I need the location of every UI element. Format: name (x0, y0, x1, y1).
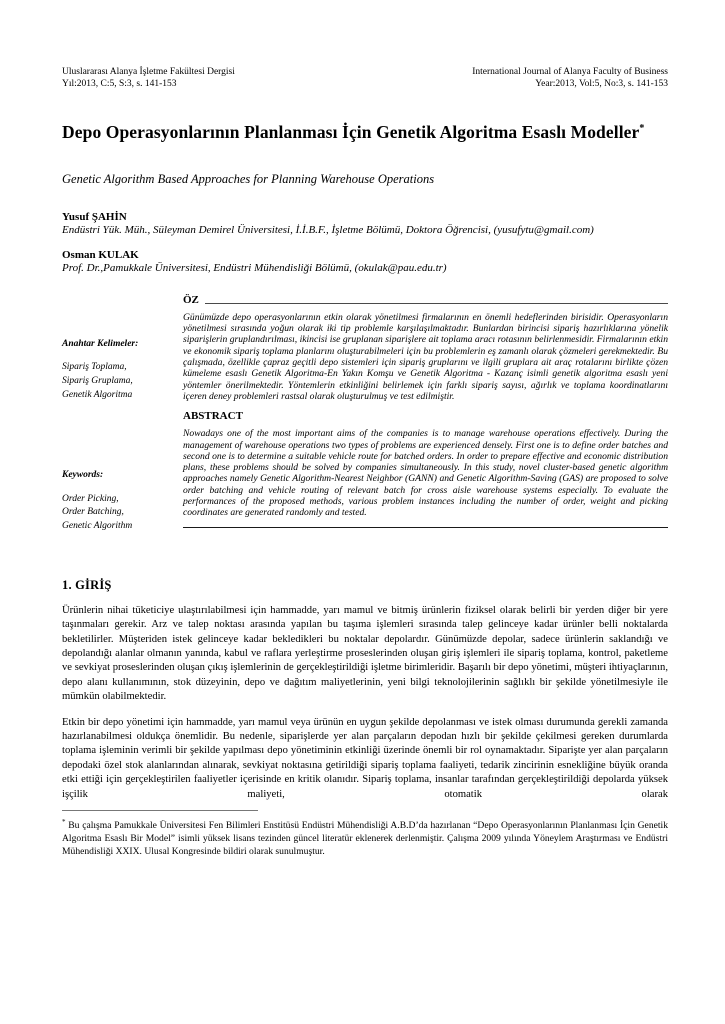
keywords-en-label: Keywords: (62, 469, 104, 480)
journal-name-en: International Journal of Alanya Faculty of Business (472, 67, 668, 77)
keyword-tr-2: Sipariş Gruplama, (62, 376, 133, 387)
keywords-tr-label: Anahtar Kelimeler: (62, 338, 139, 349)
author-1-affiliation: Endüstri Yük. Müh., Süleyman Demirel Üniversitesi, İ.İ.B.F., İşletme Bölümü, Doktora Öğrencisi, (yusufytu@gmail.com) (62, 223, 594, 236)
keyword-en-2: Order Batching, (62, 507, 124, 518)
author-2 (62, 249, 668, 274)
authors-block (62, 211, 668, 274)
body-paragraph-1: Ürünlerin nihai tüketiciye ulaştırılabilmesi için hammadde, yarı mamul ve bitmiş ürünlerin fiziksel olarak belirli bir yerden diğer bir yere taşınmaları gerekir. Arz ve talep noktası arasında yapılan bu taşıma işlemleri sırasında talep gelinceye kadar ürünler belli noktalarda bekletilirler. Müşteriden istek gelinceye kadar bekledikleri bu noktalar depolardır. Günümüzde depolar, sadece ürünlerin saklandığı ve depolandığı alanlar olmanın yanında, kabul ve raflara yerleştirme proseslerinden oluşan giriş işlemleri ile sipariş toplama, kontrol, paketleme ve sevkiyat proseslerinden oluşan çıkış işlemlerinin de gerçekleştirildiği işletme birimleridir. Başarılı bir depo yönetimi, müşteri ihtiyaçlarının, depo alanı kullanımının, stok düzeyinin, depo ve dağıtım maliyetlerinin, yeni bilgi teknolojilerinin sağlıklı bir şekilde yönetilmesiyle ile mümkün olabilmektedir. (62, 604, 668, 703)
article-title (62, 122, 668, 143)
abstract-bottom-rule (183, 527, 668, 528)
abstract-heading: ABSTRACT (183, 410, 243, 423)
section-1-heading: 1. GİRİŞ (62, 577, 112, 592)
oz-heading-row (183, 294, 668, 306)
keywords-tr (62, 338, 183, 403)
keywords-sidebar (62, 294, 183, 534)
oz-text: Günümüzde depo operasyonlarının etkin olarak yönetilmesi firmalarının en önemli hedeflerinden birisidir. Operasyonların yönetilmesi sırasında yoğun olarak iki tip problemle karşılaşılmaktadır. Bunlardan birincisi sipariş hazırlıklarına yönelik siparişlerin gruplandırılması, ikincisi ise gruplanan siparişlere ait toplama aracı rotasının belirlenmesidir. Firmalarının etkin ve ekonomik sipariş toplama planlarını oluşturabilmeleri için bu problemlerin eş zamanlı olarak çözmeleri gerekmektedir. Bu çalışmada, özellikle çapraz geçitli depo sistemleri için sipariş gruplarını ve ilgili gruplara ait araç rotalarını birlikte çözen kümeleme esaslı Genetik Algoritma-En Yakın Komşu ve Genetik Algoritma - Kazanç isimli genetik algoritma esaslı yeni yöntemler önerilmektedir. Yöntemlerin etkinliğini belirlemek için farklı sipariş sayısı, ağırlık ve toplama koordinatlarını içeren deney problemleri rastsal olarak oluşturulmuş ve test edilmiştir. (183, 311, 668, 402)
journal-header-right (472, 66, 668, 91)
keyword-tr-3: Genetik Algoritma (62, 389, 133, 400)
oz-heading-rule (205, 303, 668, 304)
title-footnote-marker: * (639, 122, 645, 134)
keyword-en-1: Order Picking, (62, 493, 119, 504)
author-1 (62, 211, 668, 236)
footnote (62, 818, 668, 858)
oz-heading: ÖZ (183, 293, 199, 306)
abstract-block (62, 294, 668, 534)
author-1-name: Yusuf ŞAHİN (62, 210, 127, 223)
abstract-main (183, 294, 668, 534)
article-title-text: Depo Operasyonlarının Planlanması İçin Genetik Algoritma Esaslı Modeller (62, 121, 640, 142)
journal-issue-en: Year:2013, Vol:5, No:3, s. 141-153 (535, 79, 668, 90)
journal-issue-tr: Yıl:2013, C:5, S:3, s. 141-153 (62, 79, 177, 90)
keywords-en (62, 469, 183, 534)
keyword-en-3: Genetic Algorithm (62, 521, 133, 532)
author-2-name: Osman KULAK (62, 248, 139, 261)
body-paragraph-2: Etkin bir depo yönetimi için hammadde, yarı mamul veya ürünün en uygun şekilde depolanması ve istek olması durumunda gerekli zamanda hazırlanabilmesi oldukça önemlidir. Bu nedenle, siparişlerde yer alan parçaların depodan hızlı bir şekilde çekilmesi gereken durumlarda toplama işleminin verimli bir şekilde yapılması depo yönetiminin etkinliği üzerinde önemli bir rol oynamaktadır. Siparişte yer alan parçaların depodaki özel stok alanlarından alınarak, sevkiyat noktasına getirildiği sipariş toplama faaliyeti, tedarik zincirinin esnekliğine büyük oranda etki ettiği için gerçekleştirilen faaliyetler içerisinde en kritik olanıdır. Sipariş toplama, insanlar tarafından gerçekleştirildiği depolarda yüksek işçilik maliyeti, otomatik olarak (62, 716, 668, 800)
abstract-text: Nowadays one of the most important aims of the companies is to manage warehouse operations effectively. During the management of warehouse operations two types of problems are experienced densely. First one is to define order batches and second one is to determine a suitable vehicle route for batched orders. In order to prepare effective and economic distribution plans, these problems should be solved by companies simultaneously. In this study, novel cluster-based genetic algorithm approaches namely Genetic Algorithm-Nearest Neighbor (GANN) and Genetic Algorithm-Saving (GAS) are proposed to solve order batching and vehicle routing of relevant batch for cross aisle warehouse systems especially. To evaluate the performances of the proposed methods, various problem instances including the number of order, weight and picking coordinates are generated randomly and tested. (183, 428, 668, 519)
footnote-marker: * (62, 818, 66, 827)
article-subtitle: Genetic Algorithm Based Approaches for Planning Warehouse Operations (62, 171, 435, 186)
author-2-affiliation: Prof. Dr.,Pamukkale Üniversitesi, Endüstri Mühendisliği Bölümü, (okulak@pau.edu.tr) (62, 261, 447, 274)
keyword-tr-1: Sipariş Toplama, (62, 362, 127, 373)
footnote-separator-rule (62, 810, 258, 811)
journal-name-tr: Uluslararası Alanya İşletme Fakültesi Dergisi (62, 67, 235, 77)
journal-header (62, 66, 668, 91)
footnote-text: Bu çalışma Pamukkale Üniversitesi Fen Bilimleri Enstitüsü Endüstri Mühendisliği A.B.D’da hazırlanan “Depo Operasyonlarının Planlanması İçin Genetik Algoritma Esaslı Bir Model” isimli yüksek lisans tezinden güncel literatür eklenerek derlenmiştir. Çalışma 2009 yılında Yöneylem Araştırması ve Endüstri Mühendisliği XXIX. Ulusal Kongresinde bildiri olarak sunulmuştur. (62, 820, 669, 857)
journal-header-left (62, 66, 235, 91)
